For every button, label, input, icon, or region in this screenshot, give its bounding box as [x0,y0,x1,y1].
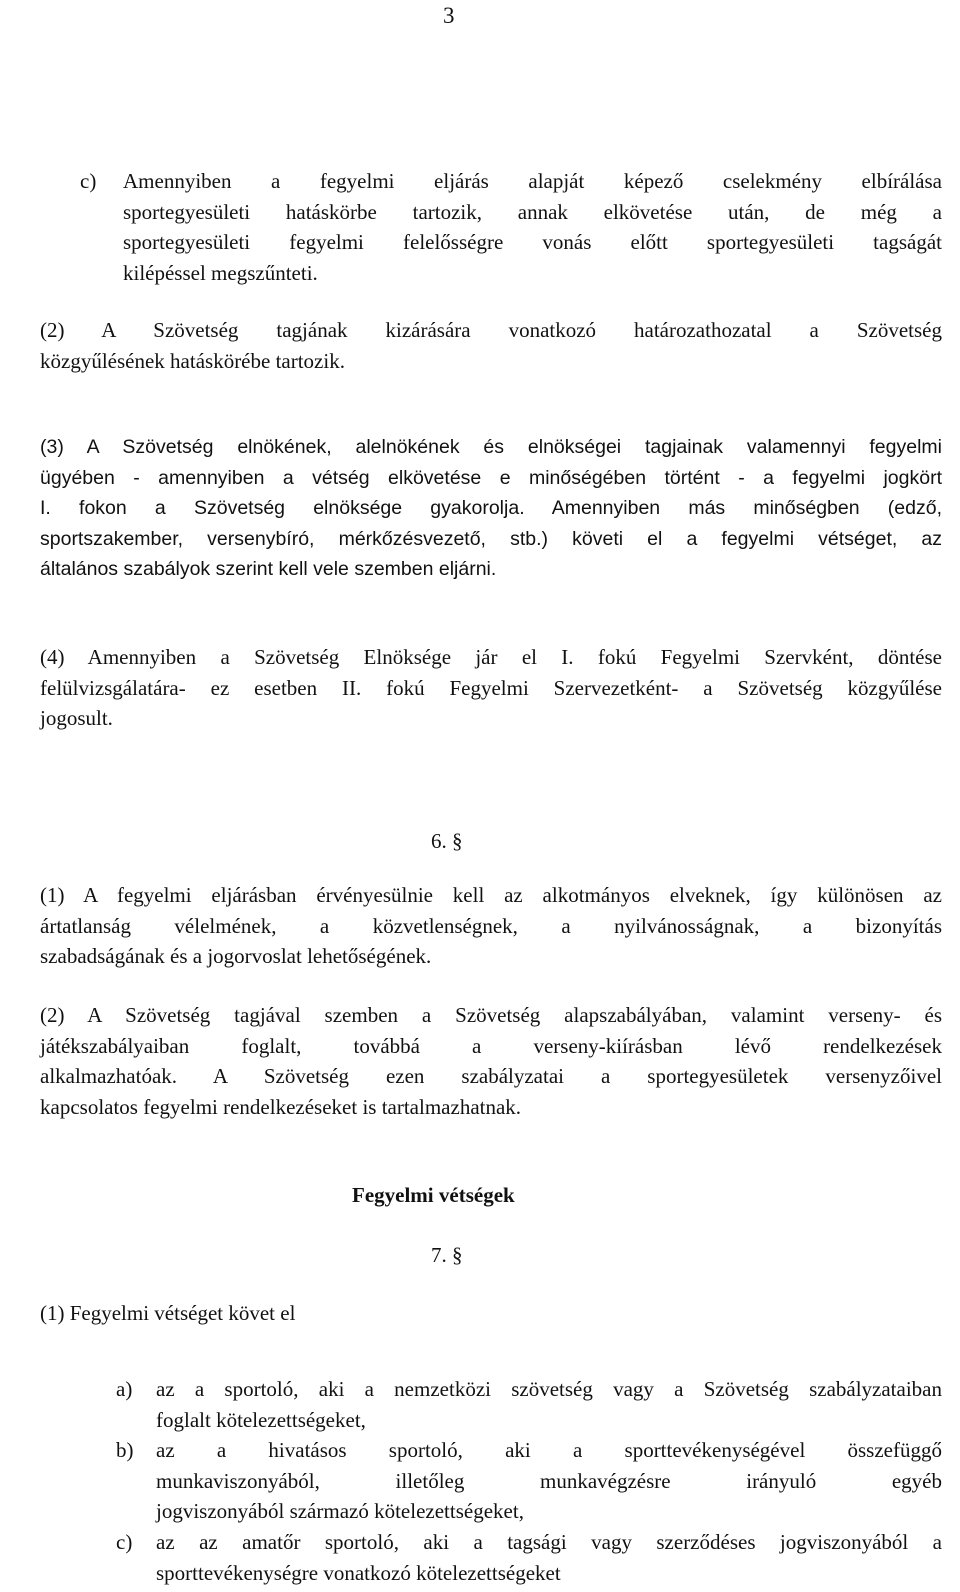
text-line: (4) Amennyiben a Szövetség Elnöksége jár el I. fokú Fegyelmi Szervként, döntése [40,645,942,669]
text-line: az a sportoló, aki a nemzetközi szövetség vagy a Szövetség szabályzataiban [156,1377,942,1401]
text-line: általános szabályok szerint kell vele szemben eljárni. [40,558,497,580]
text-line: játékszabályaiban foglalt, továbbá a verseny-kiírásban lévő rendelkezések [40,1033,942,1058]
list-item-text [123,166,942,288]
text-line: az a hivatásos sportoló, aki a sporttevékenységével összefüggő [156,1438,942,1462]
text-line: sportszakember, versenybíró, mérkőzésvezető, stb.) követi el a fegyelmi vétséget, az [40,527,942,550]
paragraph-5-2 [40,315,942,376]
text-line: az az amatőr sportoló, aki a tagsági vagy szerződéses jogviszonyából a [156,1530,942,1554]
text-line: sporttevékenységre vonatkozó kötelezettségeket [156,1560,561,1585]
section-heading-6: 6. § [431,829,463,853]
text-line: (1) A fegyelmi eljárásban érvényesülnie kell az alkotmányos elveknek, így különösen az [40,883,942,907]
section-title-fegyelmi-vetsegek: Fegyelmi vétségek [352,1183,515,1207]
text-line: sportegyesületi hatáskörbe tartozik, annak elkövetése után, de még a [123,199,942,224]
text-line: kilépéssel megszűnteti. [123,260,318,285]
list-marker: b) [116,1438,134,1462]
text-line: ügyében - amennyiben a vétség elkövetése e minőségében történt - a fegyelmi jogkört [40,466,942,489]
text-line: felülvizsgálatára- ez esetben II. fokú Fegyelmi Szervezetként- a Szövetség közgyűlése [40,675,942,700]
text-line: ártatlanság vélelmének, a közvetlenségnek, a nyilvánosságnak, a bizonyítás [40,913,942,938]
text-line: (3) A Szövetség elnökének, alelnökének és elnökségei tagjainak valamennyi fegyelmi [40,436,942,458]
text-line: (2) A Szövetség tagjával szemben a Szövetség alapszabályában, valamint verseny- és [40,1003,942,1027]
paragraph-5-4 [40,642,942,734]
list-item-text [156,1435,942,1527]
text-line: alkalmazhatóak. A Szövetség ezen szabályzatai a sportegyesületek versenyzőivel [40,1064,942,1088]
paragraph-5-3 [40,432,942,585]
text-line: jogviszonyából származó kötelezettségeket, [156,1499,524,1523]
text-line: sportegyesületi fegyelmi felelősségre vonás előtt sportegyesületi tagságát [123,230,942,254]
list-marker: a) [116,1377,133,1401]
text-line: (2) A Szövetség tagjának kizárására vonatkozó határozathozatal a Szövetség [40,318,942,342]
list-marker: c) [80,169,97,193]
text-line: I. fokon a Szövetség elnöksége gyakorolja. Amennyiben más minőségben (edző, [40,497,942,519]
text-line: foglalt kötelezettségeket, [156,1407,366,1432]
text-line: kapcsolatos fegyelmi rendelkezéseket is tartalmazhatnak. [40,1094,522,1119]
section-heading-7: 7. § [431,1243,463,1267]
page-number: 3 [443,3,455,28]
text-line: Amennyiben a fegyelmi eljárás alapját képező cselekmény elbírálása [123,169,942,193]
text-line: szabadságának és a jogorvoslat lehetőségének. [40,944,432,968]
paragraph-6-1 [40,880,942,972]
text-line: munkaviszonyából, illetőleg munkavégzésre irányuló egyéb [156,1468,942,1493]
paragraph-6-2 [40,1000,942,1122]
list-item-text [156,1374,942,1435]
text-line: közgyűlésének hatáskörébe tartozik. [40,348,345,373]
paragraph-7-1-intro: (1) Fegyelmi vétséget követ el [40,1301,296,1325]
text-line: jogosult. [40,706,113,730]
list-marker: c) [116,1530,133,1554]
list-item-text [156,1527,942,1588]
